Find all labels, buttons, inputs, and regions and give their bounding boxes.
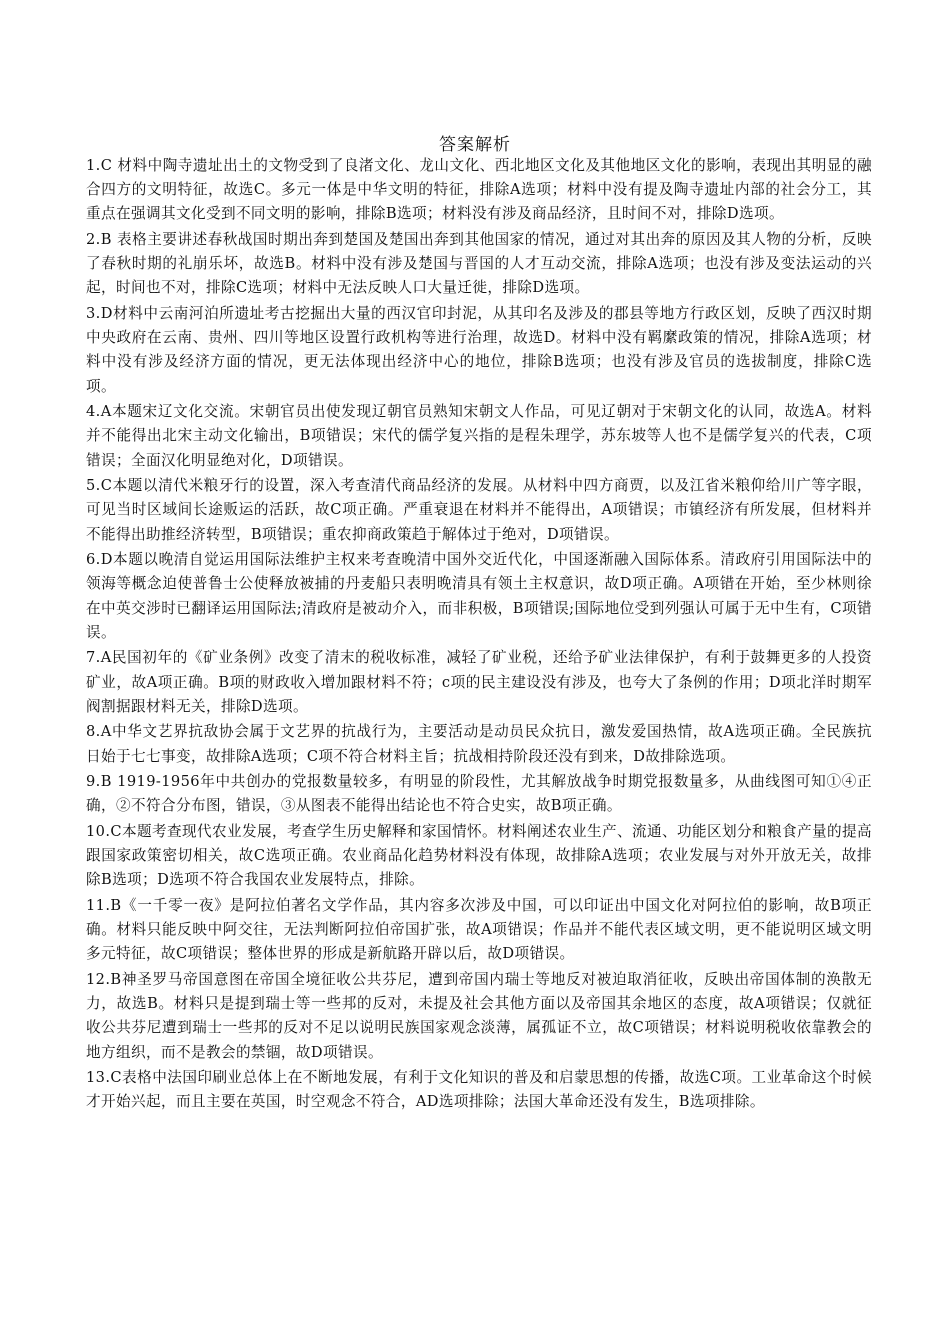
answer-item-2: 2.B 表格主要讲述春秋战国时期出奔到楚国及楚国出奔到其他国家的情况，通过对其出奔的原因及其人物的分析，反映了春秋时期的礼崩乐坏，故选B。材料中没有涉及楚国与晋国的人才互动交流，排除A选项；也没有涉及变法运动的兴起，时间也不对，排除C选项；材料中无法反映人口大量迁徙，排除D选项。	[86, 231, 872, 297]
page-title: 答案解析	[439, 135, 511, 155]
answer-item-7: 7.A民国初年的《矿业条例》改变了清末的税收标准，减轻了矿业税，还给予矿业法律保护，有利于鼓舞更多的人投资矿业，故A项正确。B项的财政收入增加跟材料不符；c项的民主建设没有涉及，也夸大了条例的作用；D项北洋时期军阀割据跟材料无关，排除D选项。	[86, 649, 872, 715]
answer-item-8: 8.A中华文艺界抗敌协会属于文艺界的抗战行为，主要活动是动员民众抗日，激发爱国热情，故A选项正确。全民族抗日始于七七事变，故排除A选项；C项不符合材料主旨；抗战相持阶段还没有到来，D故排除选项。	[86, 723, 872, 765]
answer-item-13: 13.C表格中法国印刷业总体上在不断地发展，有利于文化知识的普及和启蒙思想的传播，故选C项。工业革命这个时候才开始兴起，而且主要在英国，时空观念不符合，AD选项排除；法国大革命还没有发生，B选项排除。	[86, 1069, 872, 1111]
answer-item-9: 9.B 1919-1956年中共创办的党报数量较多，有明显的阶段性，尤其解放战争时期党报数量多，从曲线图可知①④正确，②不符合分布图，错误，③从图表不能得出结论也不符合史实，故B项正确。	[86, 773, 872, 815]
answer-item-6: 6.D本题以晚清自觉运用国际法维护主权来考查晚清中国外交近代化，中国逐渐融入国际体系。清政府引用国际法中的领海等概念迫使普鲁士公使释放被捕的丹麦船只表明晚清具有领土主权意识，故D项正确。A项错在开始，至少林则徐在中英交涉时已翻译运用国际法;清政府是被动介入，而非积极，B项错误;国际地位受到列强认可属于无中生有，C项错误。	[86, 551, 872, 641]
answer-item-3: 3.D材料中云南河泊所遗址考古挖掘出大量的西汉官印封泥，从其印名及涉及的郡县等地方行政区划，反映了西汉时期中央政府在云南、贵州、四川等地区设置行政机构等进行治理，故选D。材料中没有羁縻政策的情况，排除A选项；材料中没有涉及经济方面的情况，更无法体现出经济中心的地位，排除B选项；也没有涉及官员的选拔制度，排除C选项。	[86, 305, 872, 395]
answer-item-10: 10.C本题考查现代农业发展，考查学生历史解释和家国情怀。材料阐述农业生产、流通、功能区划分和粮食产量的提高跟国家政策密切相关，故C选项正确。农业商品化趋势材料没有体现，故排除A选项；农业发展与对外开放无关，故排除B选项；D选项不符合我国农业发展特点，排除。	[86, 823, 872, 889]
answer-item-4: 4.A本题宋辽文化交流。宋朝官员出使发现辽朝官员熟知宋朝文人作品，可见辽朝对于宋朝文化的认同，故选A。材料并不能得出北宋主动文化输出，B项错误；宋代的儒学复兴指的是程朱理学，苏东坡等人也不是儒学复兴的代表，C项错误；全面汉化明显绝对化，D项错误。	[86, 403, 872, 469]
answer-item-12: 12.B神圣罗马帝国意图在帝国全境征收公共芬尼，遭到帝国内瑞士等地反对被迫取消征收，反映出帝国体制的涣散无力，故选B。材料只是提到瑞士等一些邦的反对，未提及社会其他方面以及帝国其余地区的态度，故A项错误；仅就征收公共芬尼遭到瑞士一些邦的反对不足以说明民族国家观念淡薄，属孤证不立，故C项错误；材料说明税收依靠教会的地方组织，而不是教会的禁锢，故D项错误。	[86, 971, 872, 1061]
answer-list	[86, 154, 872, 1116]
answer-item-11: 11.B《一千零一夜》是阿拉伯著名文学作品，其内容多次涉及中国，可以印证出中国文化对阿拉伯的影响，故B项正确。材料只能反映中阿交往，无法判断阿拉伯帝国扩张，故A项错误；作品并不能代表区域文明，更不能说明区域文明多元特征，故C项错误；整体世界的形成是新航路开辟以后，故D项错误。	[86, 897, 872, 963]
answer-item-1: 1.C 材料中陶寺遗址出土的文物受到了良渚文化、龙山文化、西北地区文化及其他地区文化的影响，表现出其明显的融合四方的文明特征，故选C。多元一体是中华文明的特征，排除A选项；材料中没有提及陶寺遗址内部的社会分工，其重点在强调其文化受到不同文明的影响，排除B选项；材料没有涉及商品经济，且时间不对，排除D选项。	[86, 157, 872, 223]
answer-item-5: 5.C本题以清代米粮牙行的设置，深入考查清代商品经济的发展。从材料中四方商贾，以及江省米粮仰给川广等字眼，可见当时区域间长途贩运的活跃，故C项正确。严重衰退在材料并不能得出，A项错误；市镇经济有所发展，但材料并不能得出助推经济转型，B项错误；重农抑商政策趋于解体过于绝对，D项错误。	[86, 477, 872, 543]
